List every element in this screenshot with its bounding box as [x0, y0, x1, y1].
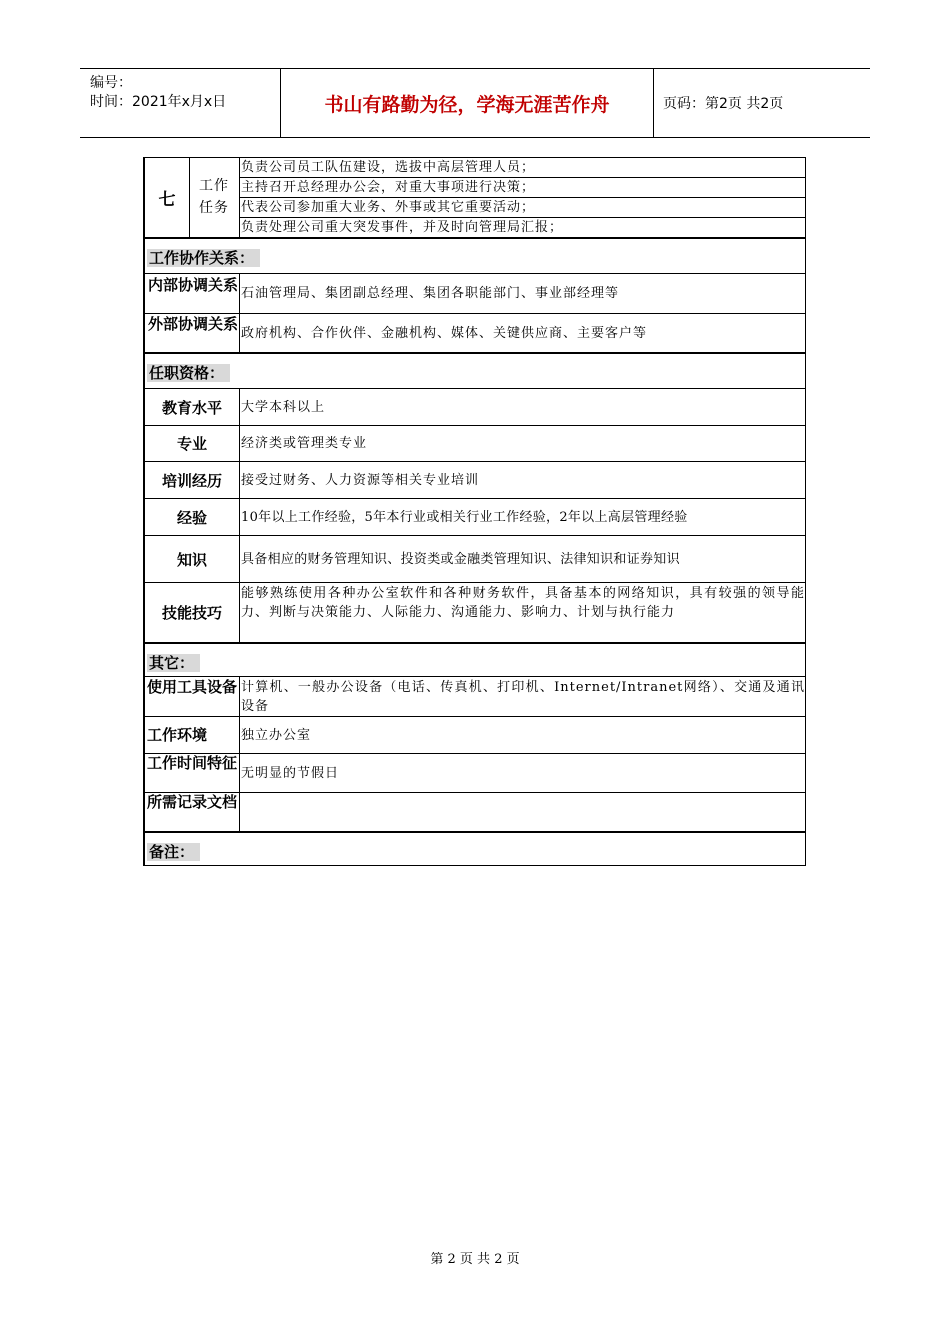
experience-value: 10年以上工作经验，5年本行业或相关行业工作经验，2年以上高层管理经验	[241, 509, 688, 525]
document-date: 时间：2021年x月x日	[90, 94, 227, 110]
job-description-table	[143, 157, 806, 866]
duty-item: 主持召开总经理办公会，对重大事项进行决策；	[241, 180, 536, 195]
major-label: 专业	[176, 435, 207, 453]
header-motto: 书山有路勤为径，学海无涯苦作舟	[280, 69, 654, 137]
other-section-title: 其它：	[147, 652, 200, 673]
page-footer: 第 2 页 共 2 页	[430, 1252, 520, 1267]
header-meta	[80, 69, 280, 137]
records-value	[239, 793, 806, 831]
training-value: 接受过财务、人力资源等相关专业培训	[241, 472, 480, 488]
major-value: 经济类或管理类专业	[241, 436, 368, 451]
coordination-section-title: 工作协作关系：	[147, 247, 260, 268]
experience-label: 经验	[176, 508, 207, 527]
skills-value: 能够熟练使用各种办公室软件和各种财务软件，具备基本的网络知识，具有较强的领导能力、判断与决策能力、人际能力、沟通能力、影响力、计划与执行能力	[241, 586, 805, 620]
education-label: 教育水平	[161, 398, 222, 417]
duty-item: 代表公司参加重大业务、外事或其它重要活动；	[241, 200, 536, 215]
remarks-section-title: 备注：	[147, 841, 200, 862]
external-coordination-label: 外部协调关系	[147, 315, 238, 333]
page-header	[80, 68, 870, 138]
environment-value: 独立办公室	[241, 727, 312, 743]
duty-item: 负责处理公司重大突发事件，并及时向管理局汇报；	[241, 220, 564, 235]
knowledge-value: 具备相应的财务管理知识、投资类或金融类管理知识、法律知识和证券知识	[241, 551, 680, 567]
tools-value: 计算机、一般办公设备（电话、传真机、打印机、Internet/Intranet网络）、交通及通讯设备	[241, 680, 805, 714]
internal-coordination-label: 内部协调关系	[147, 276, 238, 294]
duties-index: 七	[158, 190, 176, 210]
work-time-value: 无明显的节假日	[241, 765, 340, 781]
header-page-number: 页码：第2页 共2页	[663, 96, 784, 112]
qualification-section-title: 任职资格：	[147, 362, 230, 383]
knowledge-label: 知识	[176, 550, 207, 569]
document-number: 编号：	[90, 75, 132, 91]
internal-coordination-value: 石油管理局、集团副总经理、集团各职能部门、事业部经理等	[241, 286, 620, 301]
records-label: 所需记录文档	[147, 793, 238, 811]
duty-item: 负责公司员工队伍建设，选拔中高层管理人员；	[241, 160, 536, 175]
skills-label: 技能技巧	[161, 604, 222, 622]
duties-label: 工作 任务	[199, 178, 229, 216]
external-coordination-value: 政府机构、合作伙伴、金融机构、媒体、关键供应商、主要客户等	[241, 325, 648, 341]
tools-label: 使用工具设备	[147, 678, 238, 696]
training-label: 培训经历	[161, 471, 222, 490]
work-time-label: 工作时间特征	[147, 754, 238, 772]
environment-label: 工作环境	[147, 725, 208, 744]
education-value: 大学本科以上	[241, 399, 326, 415]
